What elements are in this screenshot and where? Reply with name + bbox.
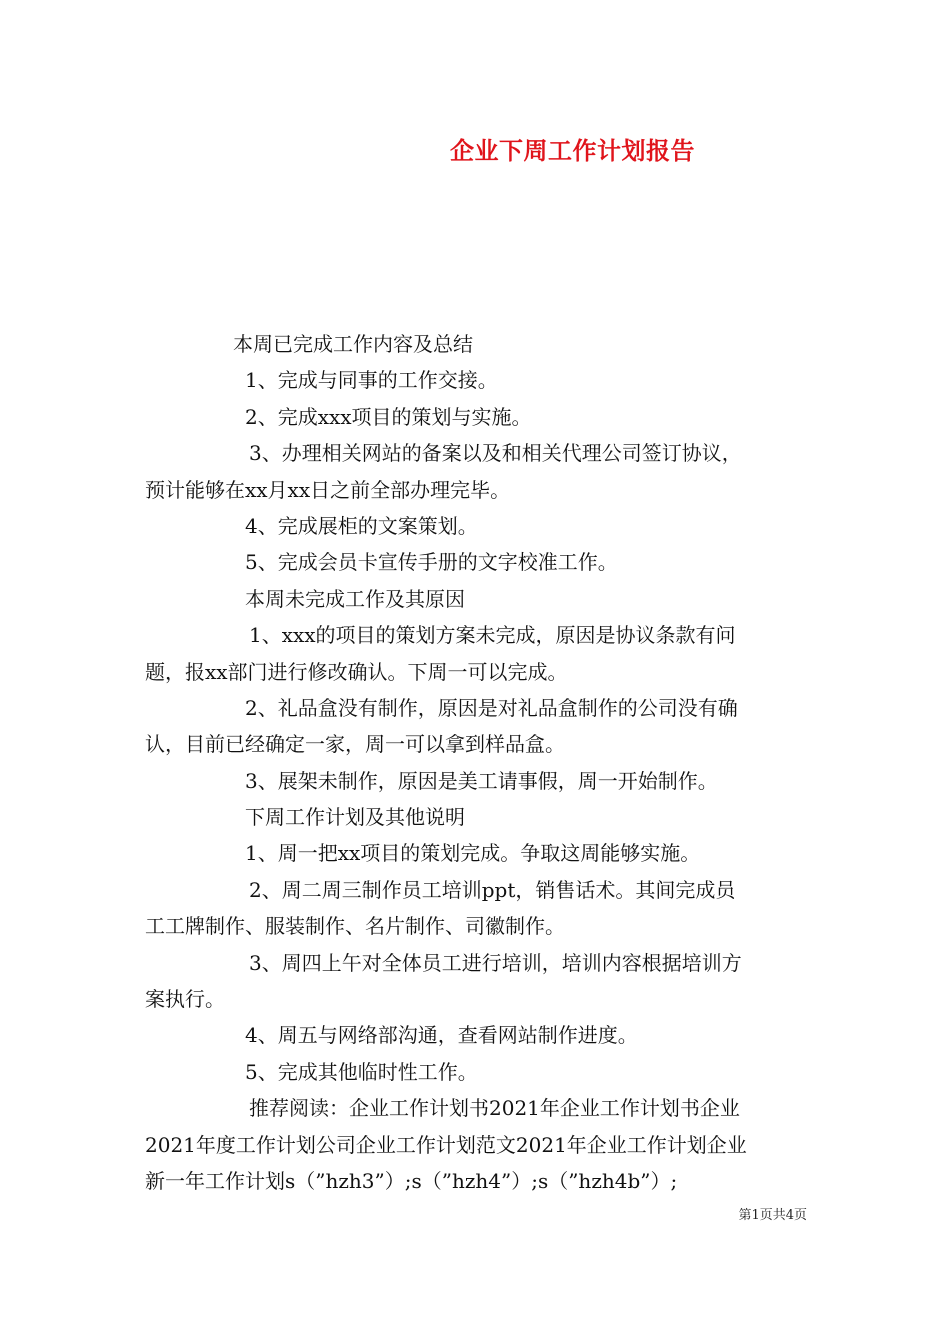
paragraph-line: 2、完成xxx项目的策划与实施。: [245, 404, 532, 429]
paragraph-line: 5、完成其他临时性工作。: [245, 1059, 478, 1084]
paragraph-line: 2、礼品盒没有制作，原因是对礼品盒制作的公司没有确: [245, 695, 738, 720]
recommended-reading-line: 推荐阅读：企业工作计划书2021年企业工作计划书企业: [249, 1096, 740, 1121]
document-title: 企业下周工作计划报告: [450, 136, 695, 165]
paragraph-line: 题，报xx部门进行修改确认。下周一可以完成。: [145, 659, 568, 684]
document-body: [145, 326, 810, 1199]
paragraph-line: 案执行。: [145, 987, 225, 1012]
recommended-reading-line: 新一年工作计划s（”hzh3”）;s（”hzh4”）;s（”hzh4b”）;: [145, 1168, 678, 1193]
paragraph-line: 2、周二周三制作员工培训ppt，销售话术。其间完成员: [249, 877, 736, 902]
paragraph-line: 工工牌制作、服装制作、名片制作、司徽制作。: [145, 914, 565, 939]
paragraph-line: 1、周一把xx项目的策划完成。争取这周能够实施。: [245, 841, 701, 866]
section-heading-completed: 本周已完成工作内容及总结: [233, 332, 473, 356]
section-heading-next-week: 下周工作计划及其他说明: [245, 805, 465, 830]
recommended-reading-line: 2021年度工作计划公司企业工作计划范文2021年企业工作计划企业: [145, 1132, 747, 1157]
paragraph-line: 认，目前已经确定一家，周一可以拿到样品盒。: [145, 732, 565, 757]
paragraph-line: 3、办理相关网站的备案以及和相关代理公司签订协议，: [249, 441, 742, 466]
paragraph-line: 4、完成展柜的文案策划。: [245, 513, 478, 538]
paragraph-line: 3、展架未制作，原因是美工请事假，周一开始制作。: [245, 768, 718, 793]
paragraph-line: 5、完成会员卡宣传手册的文字校准工作。: [245, 550, 618, 575]
paragraph-line: 预计能够在xx月xx日之前全部办理完毕。: [145, 477, 511, 502]
paragraph-line: 3、周四上午对全体员工进行培训，培训内容根据培训方: [249, 950, 742, 975]
section-heading-unfinished: 本周未完成工作及其原因: [245, 586, 465, 611]
page-number-footer: 第1页共4页: [738, 1208, 807, 1223]
paragraph-line: 1、完成与同事的工作交接。: [245, 368, 498, 393]
paragraph-line: 4、周五与网络部沟通，查看网站制作进度。: [245, 1023, 638, 1048]
paragraph-line: 1、xxx的项目的策划方案未完成，原因是协议条款有问: [249, 623, 736, 648]
